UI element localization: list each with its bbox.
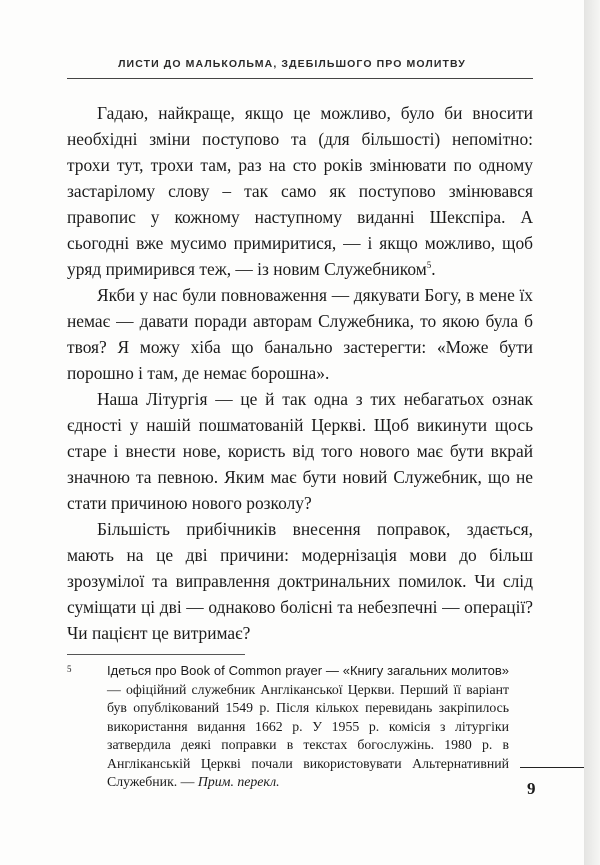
footnote-reference: 5 <box>426 260 432 271</box>
running-head: ЛИСТИ ДО МАЛЬКОЛЬМА, ЗДЕБІЛЬШОГО ПРО МОЛИТВУ <box>118 58 466 70</box>
body-text <box>67 100 533 646</box>
translator-note: Прим. перекл. <box>197 774 280 789</box>
header-rule <box>67 78 533 79</box>
paragraph-1-end: . <box>431 259 436 279</box>
footnote-number: 5 <box>67 664 72 674</box>
paragraph-3: Наша Літургія — це й так одна з тих небагатьох ознак єдності у нашій пошматованій Церкві. Щоб викинути щось старе і внести нове, користь від того нового має бути вкрай значною та певною. Яким має бути новий Служебник, що не стати причиною нового розколу? <box>67 389 533 513</box>
page-number-rule <box>520 767 584 768</box>
footnote <box>67 662 509 792</box>
page-edge <box>584 0 600 865</box>
page-number: 9 <box>527 779 536 798</box>
paragraph-1 <box>67 100 533 282</box>
paragraph-4: Більшість прибічників внесення поправок, здається, мають на це дві причини: модернізація мови до більш зрозумілої та виправлення доктринальних помилок. Чи слід суміщати ці дві — однаково болісні та небезпечні — операції? Чи пацієнт це витримає? <box>67 519 533 643</box>
footnote-lead: Ідеться про Book of Common prayer — «Книгу загальних молитов» <box>107 663 509 678</box>
footnote-body: — офіційний служебник Англіканської Церкви. Перший її варіант був опублікований 1549 р. Після кількох перевидань закріпилось використання видання 1662 р. У 1955 р. комісія з літургіки затвердила деякі поправки в текстах богослужінь. 1980 р. в Англіканській Церкві почали використовувати Альтернативний Служебник. — <box>107 681 509 789</box>
footnote-rule <box>67 654 245 655</box>
paragraph-1-text: Гадаю, найкраще, якщо це можливо, було би вносити необхідні зміни поступово та (для більшості) непомітно: трохи тут, трохи там, раз на сто років змінювати по одному застарілому слову – так само як поступово змінювався правопис у кожному наступному виданні Шекспіра. А сьогодні вже мусимо примиритися, — і якщо можливо, щоб уряд примирився теж, — із новим Служебником <box>67 103 533 279</box>
footnote-text <box>107 662 509 792</box>
paragraph-2: Якби у нас були повноваження — дякувати Богу, в мене їх немає — давати поради авторам Служебника, то якою була б твоя? Я можу хіба що банально застерегти: «Може бути порошно і там, де немає борошна». <box>67 285 533 383</box>
